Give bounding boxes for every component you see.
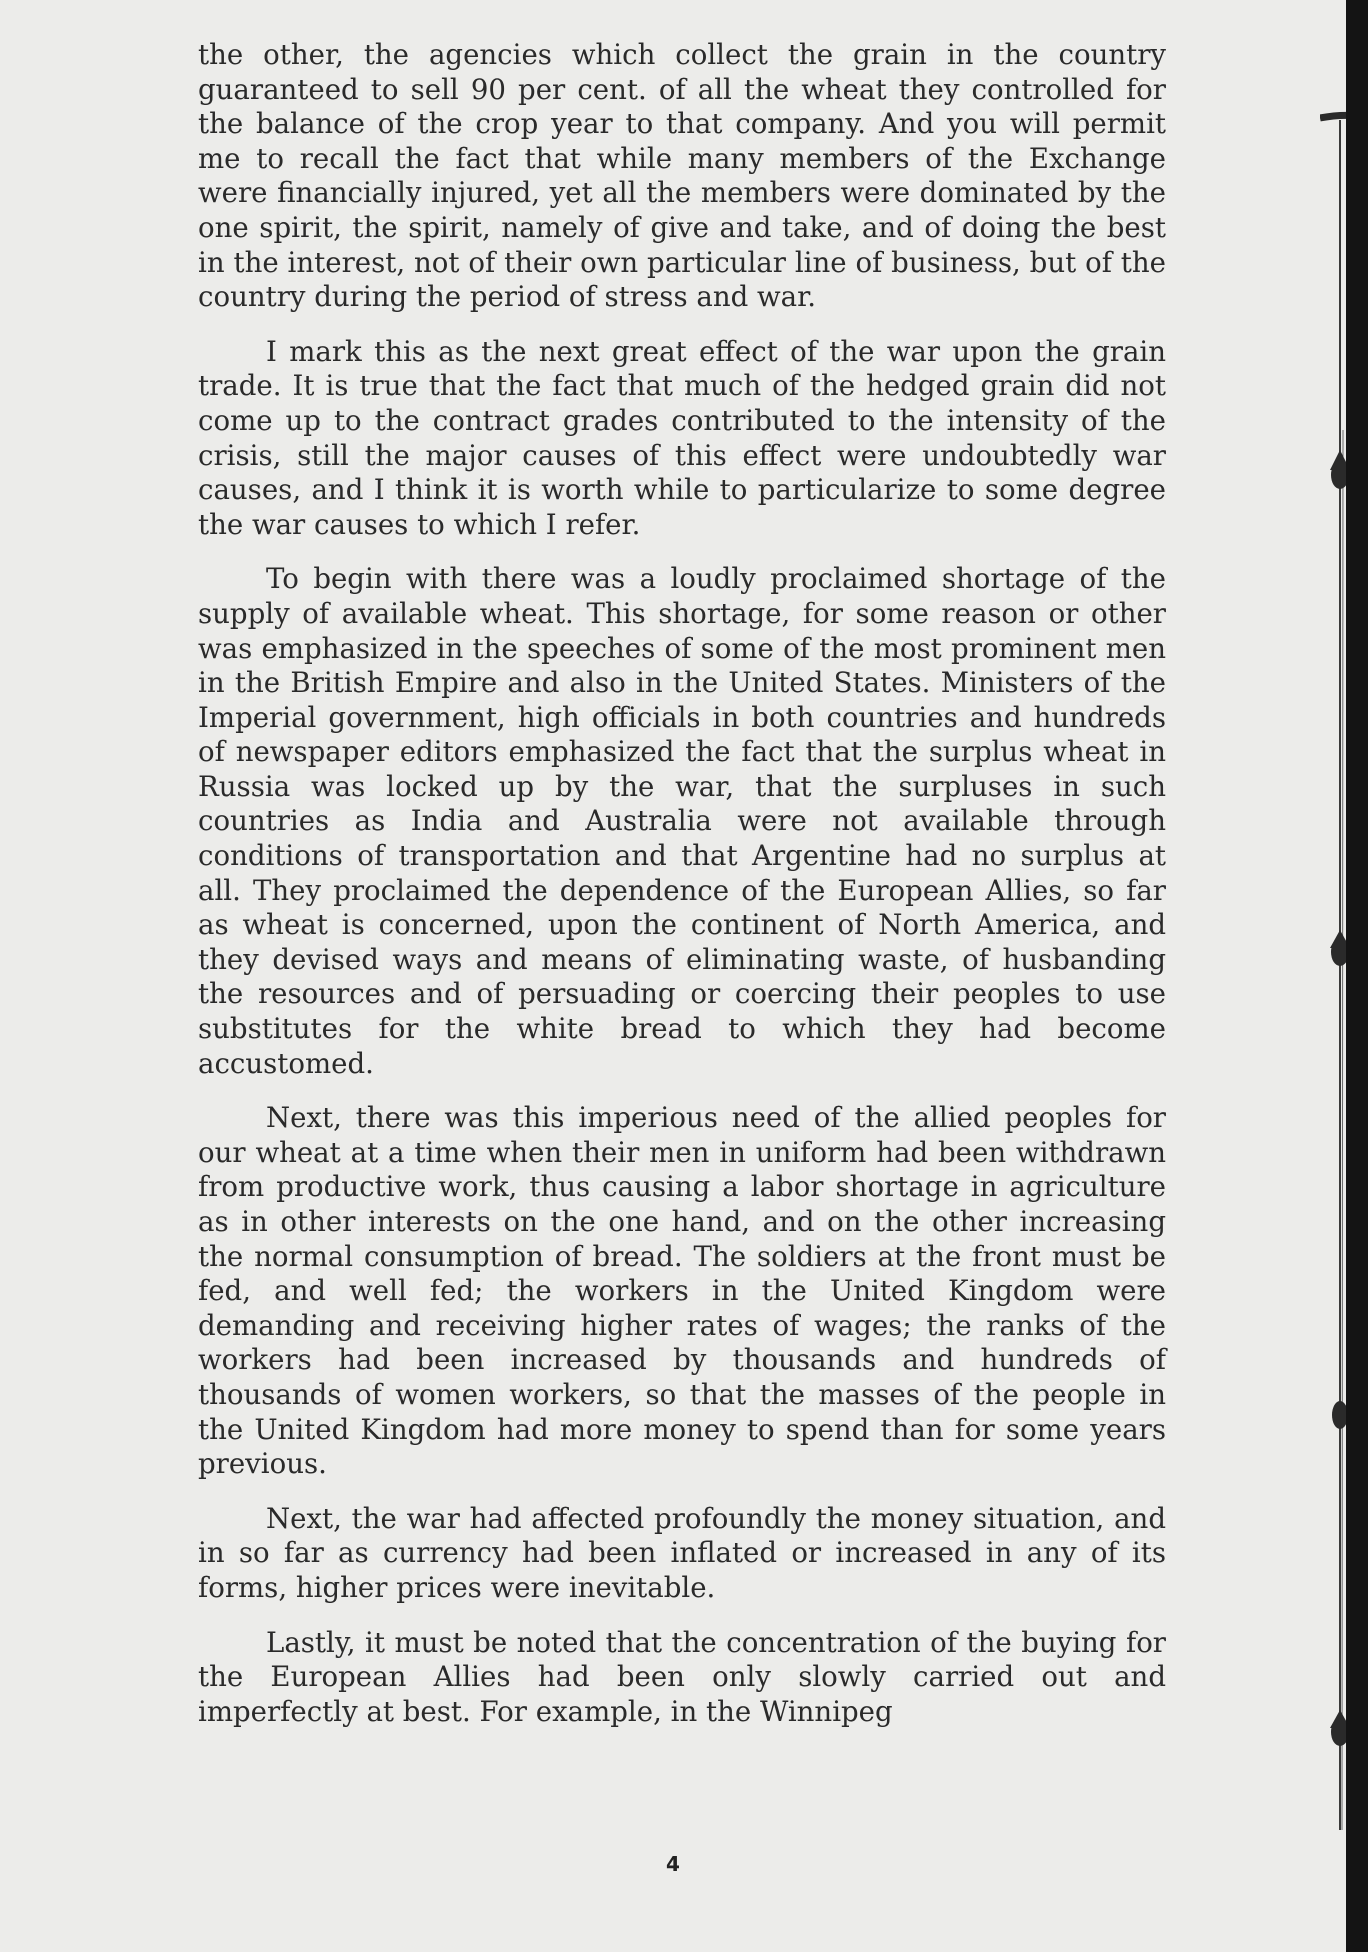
paragraph-2: I mark this as the next great effect of the war upon the grain trade. It is true that the fact that much of the hedged grain did not come up to the contract grades contributed to the intensity of the crisis, still the major causes of this effect were undoubtedly war causes, and I think it is worth while to particularize to some degree the war causes to which I refer. (198, 334, 1166, 541)
paragraph-5: Next, the war had affected profoundly the money situation, and in so far as currency had been inflated or increased in any of its forms, higher prices were inevitable. (198, 1501, 1166, 1604)
paragraph-4: Next, there was this imperious need of the allied peoples for our wheat at a time when their men in uniform had been withdrawn from productive work, thus causing a labor shortage in agriculture as in other interests on the one hand, and on the other increasing the normal consumption of bread. The soldiers at the front must be fed, and well fed; the workers in the United Kingdom were demanding and receiving higher rates of wages; the ranks of the workers had been increased by thousands and hundreds of thousands of women workers, so that the masses of the people in the United Kingdom had more money to spend than for some years previous. (198, 1101, 1166, 1481)
paragraph-1: the other, the agencies which collect the grain in the country guaranteed to sell 90 per cent. of all the wheat they controlled for the balance of the crop year to that company. And you will permit me to recall the fact that while many members of the Exchange were financially injured, yet all the members were dominated by the one spirit, the spirit, namely of give and take, and of doing the best in the interest, not of their own particular line of business, but of the country during the period of stress and war. (198, 38, 1166, 314)
paragraph-3: To begin with there was a loudly proclaimed shortage of the supply of available wheat. This shortage, for some reason or other was emphasized in the speeches of some of the most prominent men in the British Empire and also in the United States. Ministers of the Imperial government, high officials in both countries and hundreds of newspaper editors emphasized the fact that the surplus wheat in Russia was locked up by the war, that the surpluses in such countries as India and Australia were not available through conditions of transportation and that Argentine had no surplus at all. They proclaimed the dependence of the European Allies, so far as wheat is concerned, upon the continent of North America, and they devised ways and means of eliminating waste, of husbanding the resources and of persuading or coercing their peoples to use substitutes for the white bread to which they had become accustomed. (198, 562, 1166, 1080)
page-number: 4 (666, 1852, 680, 1876)
paragraph-6: Lastly, it must be noted that the concentration of the buying for the European Allies had been only slowly carried out and imperfectly at best. For example, in the Winnipeg (198, 1625, 1166, 1728)
page-edge-shadow (1346, 0, 1368, 1952)
body-text (198, 38, 1166, 1749)
